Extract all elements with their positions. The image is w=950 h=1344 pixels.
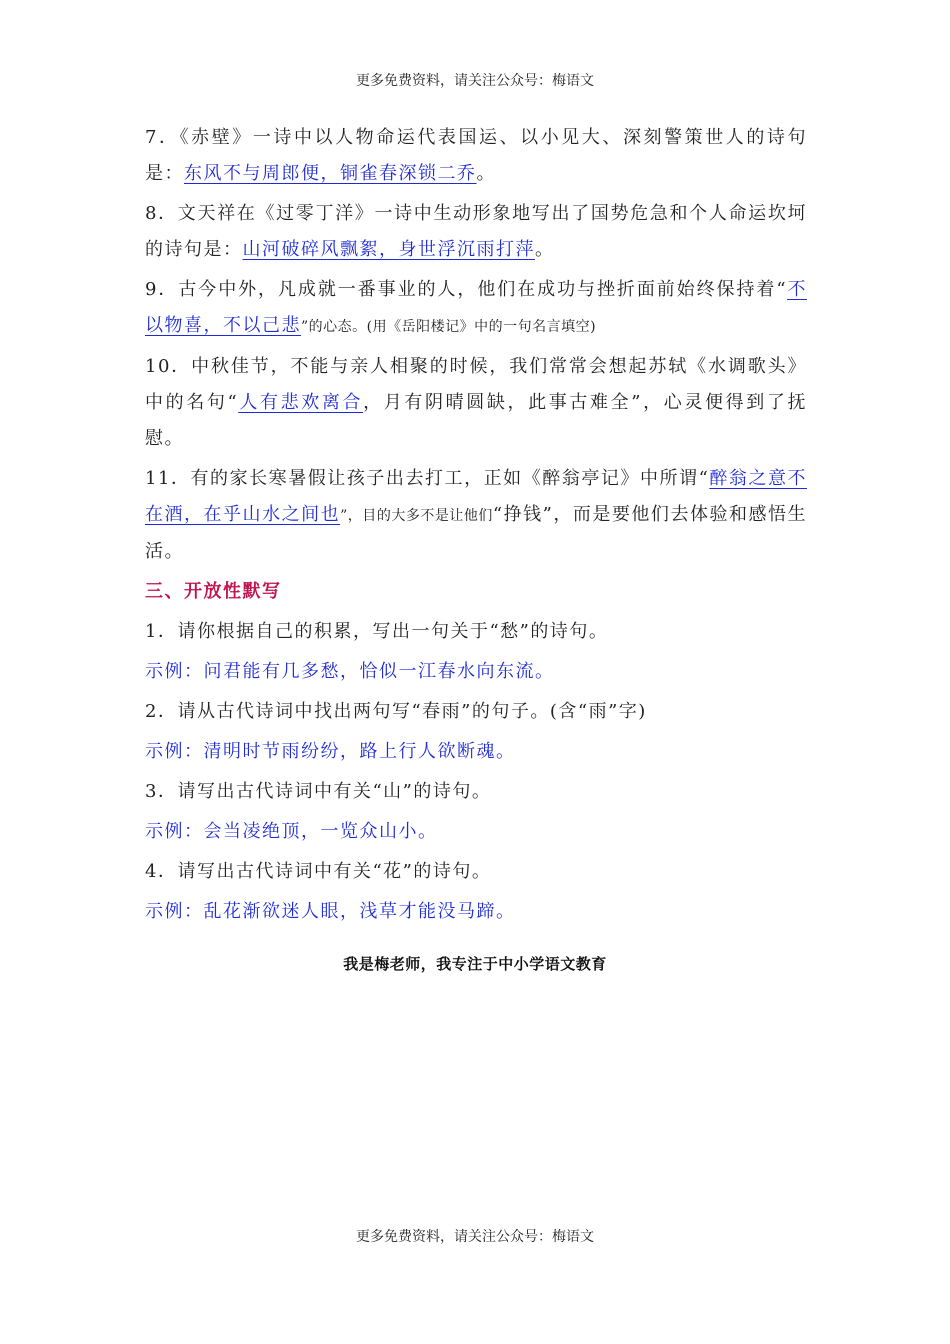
closing-statement: 我是梅老师，我专注于中小学语文教育 — [343, 955, 607, 973]
question-7-text: 7．《赤壁》一诗中以人物命运代表国运、以小见大、深刻警策世人的诗句是： — [145, 127, 807, 184]
open-question-2: 2．请从古代诗词中找出两句写“春雨”的句子。(含“雨”字) — [145, 701, 647, 722]
section-title: 三、开放性默写 — [145, 581, 282, 602]
question-8-suffix: 。 — [535, 239, 555, 260]
page-footer: 更多免费资料，请关注公众号：梅语文 — [356, 1229, 594, 1245]
question-10 — [145, 349, 807, 457]
open-question-4: 4．请写出古代诗词中有关“花”的诗句。 — [145, 861, 492, 882]
question-10-suffix: ，月有阴晴圆缺，此事古难全”，心灵便得到了抚慰。 — [145, 392, 808, 449]
question-9-suffix: ”的心态。(用《岳阳楼记》中的一句名言填空) — [301, 319, 597, 335]
open-example-3: 示例：会当凌绝顶，一览众山小。 — [145, 821, 438, 842]
question-8-text: 8．文天祥在《过零丁洋》一诗中生动形象地写出了国势危急和个人命运坎坷的诗句是： — [145, 203, 807, 260]
question-11 — [145, 461, 807, 570]
question-7-suffix: 。 — [476, 163, 496, 184]
question-10-text: 10．中秋佳节，不能与亲人相聚的时候，我们常常会想起苏轼《水调歌头》中的名句“ — [145, 356, 807, 413]
question-11-suffix: “挣钱”，而是要他们去体验和感悟生活。 — [145, 504, 808, 562]
question-8 — [145, 196, 807, 268]
question-10-answer: 人有悲欢离合 — [238, 392, 364, 413]
question-7 — [145, 120, 807, 192]
open-example-2: 示例：清明时节雨纷纷，路上行人欲断魂。 — [145, 741, 516, 762]
question-9 — [145, 272, 807, 345]
open-example-4: 示例：乱花渐欲迷人眼，浅草才能没马蹄。 — [145, 901, 516, 922]
document-body — [145, 120, 807, 934]
open-question-1: 1．请你根据自己的积累，写出一句关于“愁”的诗句。 — [145, 621, 609, 642]
question-7-answer: 东风不与周郎便，铜雀春深锁二乔 — [184, 163, 477, 184]
question-11-answer: 醉翁之意不在酒，在乎山水之间也 — [145, 468, 808, 525]
question-9-answer: 不以物喜，不以己悲 — [145, 279, 807, 336]
page-header: 更多免费资料，请关注公众号：梅语文 — [356, 73, 594, 89]
question-11-text: 11．有的家长寒暑假让孩子出去打工，正如《醉翁亭记》中所谓“ — [145, 468, 710, 489]
question-9-text: 9．古今中外，凡成就一番事业的人，他们在成功与挫折面前始终保持着“ — [145, 279, 788, 300]
question-11-mid: ”，目的大多不是让他们 — [340, 508, 493, 524]
open-example-1: 示例：问君能有几多愁，恰似一江春水向东流。 — [145, 661, 555, 682]
question-8-answer: 山河破碎风飘絮，身世浮沉雨打萍 — [242, 239, 535, 260]
open-question-3: 3．请写出古代诗词中有关“山”的诗句。 — [145, 781, 492, 802]
